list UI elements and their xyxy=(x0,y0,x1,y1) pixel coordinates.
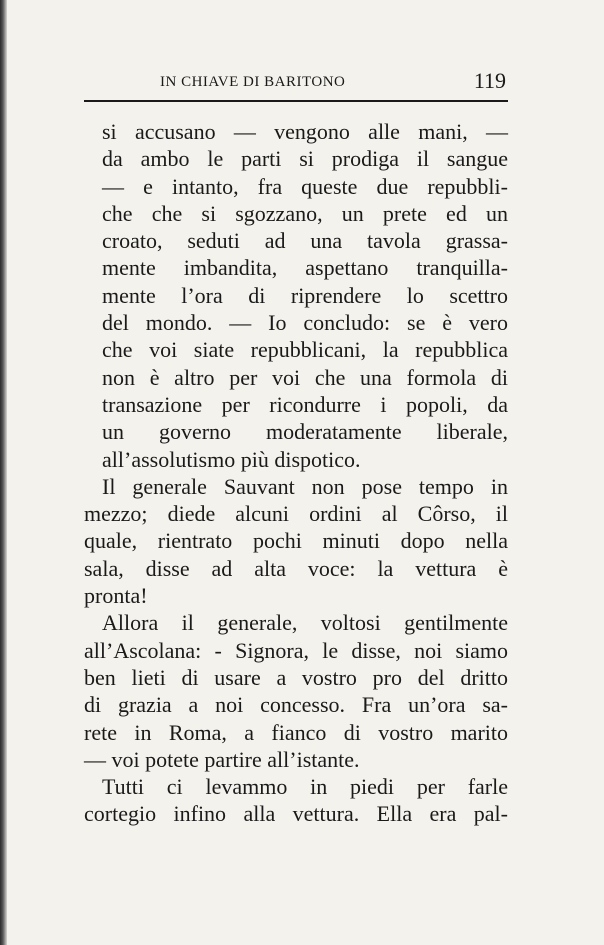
text-line: pronta! xyxy=(84,583,148,609)
text-line: transazione per ricondurre i popoli, da xyxy=(102,391,508,417)
text-line: non è altro per voi che una formola di xyxy=(102,364,508,390)
text-line: — voi potete partire all’istante. xyxy=(84,746,360,772)
text-line: Il generale Sauvant non pose tempo in xyxy=(102,473,508,499)
text-line: da ambo le parti si prodiga il sangue xyxy=(102,146,508,172)
text-line: che voi siate repubblicani, la repubblica xyxy=(102,337,508,363)
text-line: cortegio infino alla vettura. Ella era pal- xyxy=(84,801,508,827)
text-line: si accusano — vengono alle mani, — xyxy=(102,119,508,144)
text-line: mente imbandita, aspettano tranquilla- xyxy=(102,255,508,281)
running-header xyxy=(84,64,508,102)
text-line: — e intanto, fra queste due repubbli- xyxy=(102,173,508,199)
text-line: Tutti ci levammo in piedi per farle xyxy=(102,774,508,800)
book-spine-edge xyxy=(0,0,7,945)
text-line: che che si sgozzano, un prete ed un xyxy=(102,200,508,226)
text-line: quale, rientrato pochi minuti dopo nella xyxy=(84,528,508,554)
text-line: sala, disse ad alta voce: la vettura è xyxy=(84,555,508,581)
text-line: all’assolutismo più dispotico. xyxy=(102,446,361,472)
text-line: di grazia a noi concesso. Fra un’ora sa- xyxy=(84,692,508,718)
text-line: un governo moderatamente liberale, xyxy=(102,419,508,445)
text-line: rete in Roma, a fianco di vostro marito xyxy=(84,719,508,745)
text-line: del mondo. — Io concludo: se è vero xyxy=(102,310,508,336)
text-line: mente l’ora di riprendere lo scettro xyxy=(102,282,508,308)
text-line: ben lieti di usare a vostro pro del dritto xyxy=(84,664,508,690)
book-page xyxy=(84,64,508,828)
text-line: all’Ascolana: - Signora, le disse, noi siamo xyxy=(84,637,508,663)
page-number: 119 xyxy=(473,68,506,93)
text-line: Allora il generale, voltosi gentilmente xyxy=(102,610,508,636)
text-line: mezzo; diede alcuni ordini al Côrso, il xyxy=(84,501,508,527)
text-line: croato, seduti ad una tavola grassa- xyxy=(102,228,508,254)
running-title: IN CHIAVE DI BARITONO xyxy=(160,74,346,90)
body-text xyxy=(84,118,508,828)
